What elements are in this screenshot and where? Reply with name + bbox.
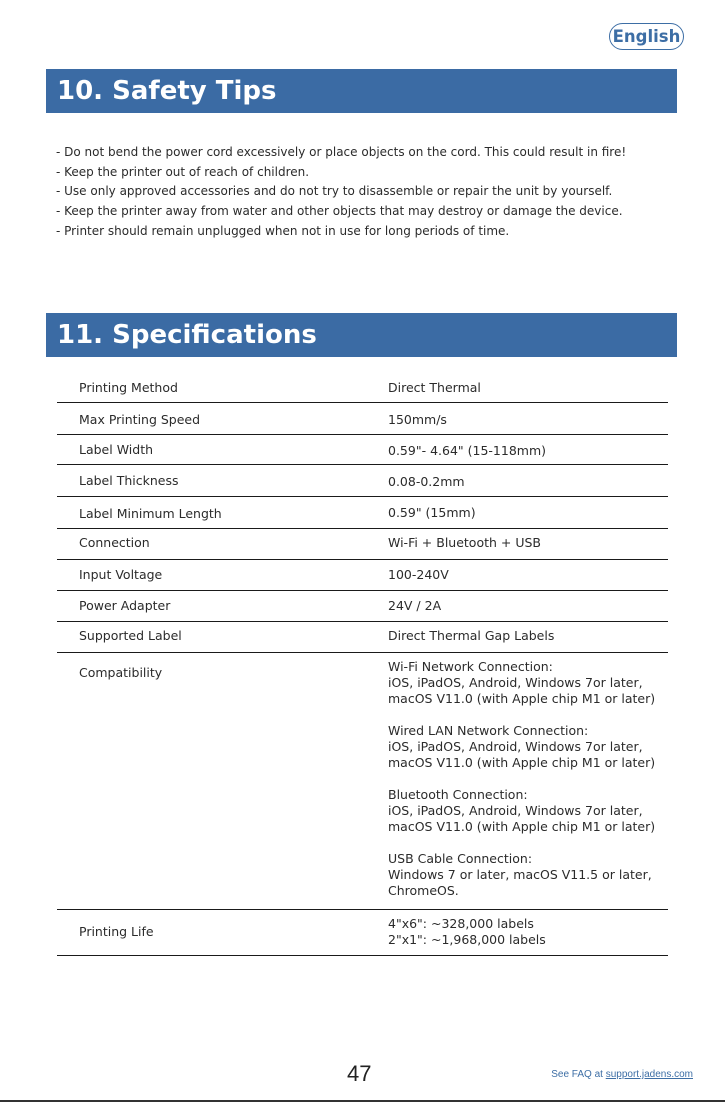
spec-value — [388, 567, 449, 583]
spec-value — [388, 659, 655, 899]
spec-value — [388, 474, 465, 490]
spec-row — [57, 435, 668, 465]
language-button[interactable]: English — [609, 23, 684, 50]
faq-link[interactable]: support.jadens.com — [605, 1069, 693, 1080]
spec-value-line: Wired LAN Network Connection: — [388, 723, 589, 738]
spec-key: Max Printing Speed — [79, 412, 201, 427]
spec-value-line: Direct Thermal Gap Labels — [388, 628, 555, 643]
safety-tip: - Printer should remain unplugged when not in use for long periods of time. — [56, 223, 510, 238]
spec-value-line: 24V / 2A — [388, 598, 442, 613]
spec-value-line: iOS, iPadOS, Android, Windows 7or later, — [388, 675, 643, 690]
spec-key: Connection — [79, 535, 150, 550]
spec-value-line — [388, 771, 655, 787]
faq-prefix: See FAQ at — [551, 1069, 606, 1080]
spec-value — [388, 916, 546, 948]
spec-value — [388, 598, 441, 614]
spec-key: Label Minimum Length — [79, 506, 222, 521]
spec-value-line: 100-240V — [388, 567, 449, 582]
spec-key: Label Width — [79, 442, 154, 457]
spec-row — [57, 910, 668, 956]
spec-value-line: macOS V11.0 (with Apple chip M1 or later) — [388, 755, 656, 770]
spec-row — [57, 591, 668, 622]
spec-value — [388, 412, 447, 428]
spec-row — [57, 497, 668, 529]
spec-key: Supported Label — [79, 628, 182, 643]
spec-value-line: Bluetooth Connection: — [388, 787, 528, 802]
spec-value-line: 2"x1": ~1,968,000 labels — [388, 932, 546, 947]
spec-value-line: Wi-Fi Network Connection: — [388, 659, 553, 674]
safety-tip: - Keep the printer away from water and other objects that may destroy or damage the device. — [56, 204, 623, 219]
faq-note — [551, 1069, 693, 1080]
bottom-rule — [0, 1100, 725, 1102]
spec-row — [57, 560, 668, 591]
spec-row — [57, 622, 668, 653]
spec-value-line: iOS, iPadOS, Android, Windows 7or later, — [388, 803, 643, 818]
spec-row — [57, 653, 668, 910]
specifications-heading: 11. Specifications — [46, 313, 677, 357]
spec-value-line — [388, 835, 655, 851]
spec-key: Power Adapter — [79, 598, 171, 613]
page-number: 47 — [347, 1061, 372, 1086]
spec-key: Label Thickness — [79, 473, 179, 488]
spec-key: Printing Life — [79, 924, 154, 939]
spec-value-line — [388, 707, 655, 723]
safety-tip: - Do not bend the power cord excessively or place objects on the cord. This could result in fire! — [56, 145, 627, 159]
safety-tips-heading: 10. Safety Tips — [46, 69, 677, 113]
safety-tips-list — [56, 143, 626, 242]
safety-tip: - Keep the printer out of reach of children. — [56, 164, 310, 179]
spec-value — [388, 380, 481, 396]
spec-value-line: 150mm/s — [388, 412, 447, 427]
spec-value-line: Wi-Fi + Bluetooth + USB — [388, 535, 542, 550]
spec-row — [57, 370, 668, 403]
spec-key: Input Voltage — [79, 567, 163, 582]
safety-tip: - Use only approved accessories and do not try to disassemble or repair the unit by yourself. — [56, 184, 613, 199]
spec-value-line: Direct Thermal — [388, 380, 481, 395]
spec-value-line: 0.59"- 4.64" (15-118mm) — [388, 443, 547, 458]
spec-value-line: 0.08-0.2mm — [388, 474, 465, 489]
spec-value-line: 4"x6": ~328,000 labels — [388, 916, 534, 931]
spec-value — [388, 505, 476, 521]
specifications-table — [57, 370, 668, 956]
spec-value — [388, 535, 541, 551]
spec-value-line: ChromeOS. — [388, 883, 459, 898]
spec-value-line: USB Cable Connection: — [388, 851, 533, 866]
spec-value-line: Windows 7 or later, macOS V11.5 or later, — [388, 867, 652, 882]
spec-value-line: macOS V11.0 (with Apple chip M1 or later) — [388, 819, 656, 834]
spec-value-line: 0.59" (15mm) — [388, 505, 476, 520]
spec-value-line: macOS V11.0 (with Apple chip M1 or later) — [388, 691, 656, 706]
spec-row — [57, 403, 668, 435]
spec-row — [57, 465, 668, 497]
spec-key: Printing Method — [79, 380, 178, 395]
spec-value — [388, 443, 546, 459]
spec-key: Compatibility — [79, 665, 163, 680]
spec-row — [57, 529, 668, 560]
spec-value — [388, 628, 554, 644]
spec-value-line: iOS, iPadOS, Android, Windows 7or later, — [388, 739, 643, 754]
